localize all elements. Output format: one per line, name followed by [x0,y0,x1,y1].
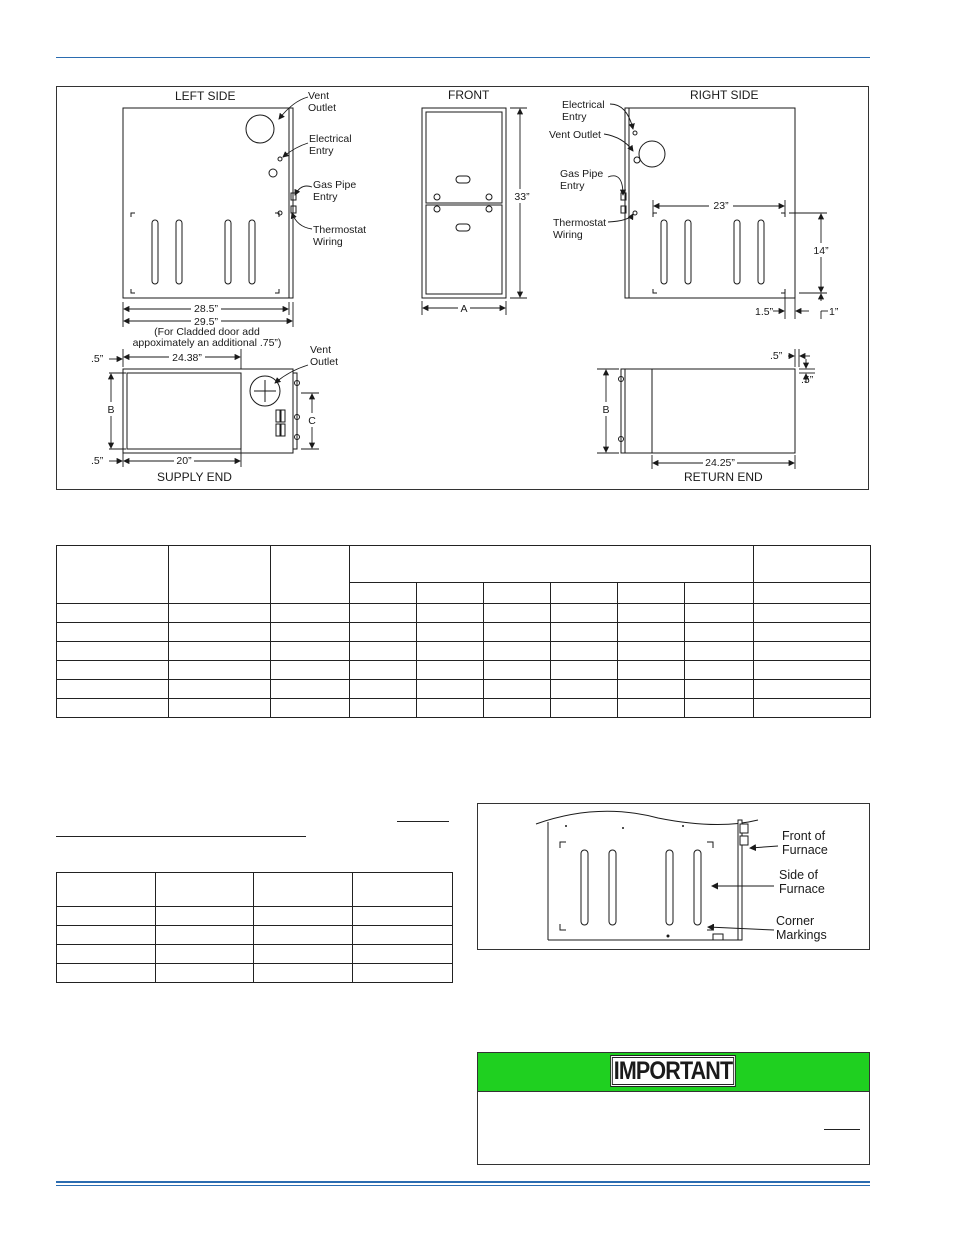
side-of-furnace-label-1: Side of [779,868,818,882]
dimensions-figure [56,86,869,490]
front-title: FRONT [448,88,490,102]
cladded-note-2: appoximately an additional .75”) [132,337,282,349]
important-notice [477,1052,870,1165]
right-thermo-callout-1: Thermostat [553,217,607,229]
dim-29-5: 29.5” [194,316,218,328]
right-electrical-callout-2: Entry [562,111,587,123]
header-rule [56,57,870,58]
dim-a: A [460,303,468,315]
supply-end-title: SUPPLY END [157,470,232,484]
dim-33: 33” [514,191,530,203]
dim-5-right-side: .5” [801,374,814,386]
text-underline [824,1129,860,1130]
front-of-furnace-label-2: Furnace [782,843,828,857]
dim-24-25: 24.25” [705,457,735,469]
dim-14: 14” [813,245,829,257]
corner-markings-label-1: Corner [776,914,815,928]
dim-20: 20” [176,455,192,467]
dim-1: 1” [829,306,839,318]
right-side-view [549,88,839,319]
left-side-view [123,89,366,349]
dim-23: 23” [713,200,729,212]
dimensions-table [56,545,871,718]
text-underline [397,821,449,822]
corner-markings-drawing [478,804,871,951]
important-header-bar [478,1053,869,1092]
left-side-title: LEFT SIDE [175,89,236,103]
dim-24-38: 24.38” [172,352,202,364]
dim-b: B [107,404,115,416]
clearance-table [56,872,453,983]
left-vent-callout-1: Vent [308,90,330,102]
return-end-title: RETURN END [684,470,763,484]
footer-rule-thin [56,1185,870,1186]
right-electrical-callout-1: Electrical [562,99,605,111]
right-vent-callout: Vent Outlet [549,129,601,141]
left-gas-callout-2: Entry [313,191,338,203]
right-gas-callout-1: Gas Pipe [560,168,604,180]
dim-5-right-top: .5” [770,350,783,362]
footer-rule [56,1181,870,1183]
right-thermo-callout-2: Wiring [553,229,583,241]
left-vent-callout-2: Outlet [308,102,337,114]
corner-markings-figure [477,803,870,950]
supply-vent-callout-2: Outlet [310,356,339,368]
dim-5-top: .5” [91,353,104,365]
side-of-furnace-label-2: Furnace [779,882,825,896]
dim-c: C [308,415,316,427]
front-view [422,88,532,315]
supply-end-view [91,344,338,484]
dimensions-drawing [57,87,870,491]
return-end-view [597,349,815,484]
left-gas-callout-1: Gas Pipe [313,179,357,191]
left-thermo-callout-1: Thermostat [313,224,367,236]
cladded-note-1: (For Cladded door add [154,326,260,338]
dim-b-right: B [602,404,610,416]
supply-vent-callout-1: Vent [310,344,332,356]
right-side-title: RIGHT SIDE [690,88,759,102]
left-thermo-callout-2: Wiring [313,236,343,248]
important-label: IMPORTANT [613,1057,733,1085]
left-electrical-callout-2: Entry [309,145,334,157]
dim-28-5: 28.5” [194,303,218,315]
corner-markings-label-2: Markings [776,928,827,942]
text-underline [56,836,306,837]
right-gas-callout-2: Entry [560,180,585,192]
left-electrical-callout-1: Electrical [309,133,352,145]
front-of-furnace-label-1: Front of [782,829,826,843]
dim-5-bottom: .5” [91,455,104,467]
dim-1-5: 1.5” [755,306,774,318]
